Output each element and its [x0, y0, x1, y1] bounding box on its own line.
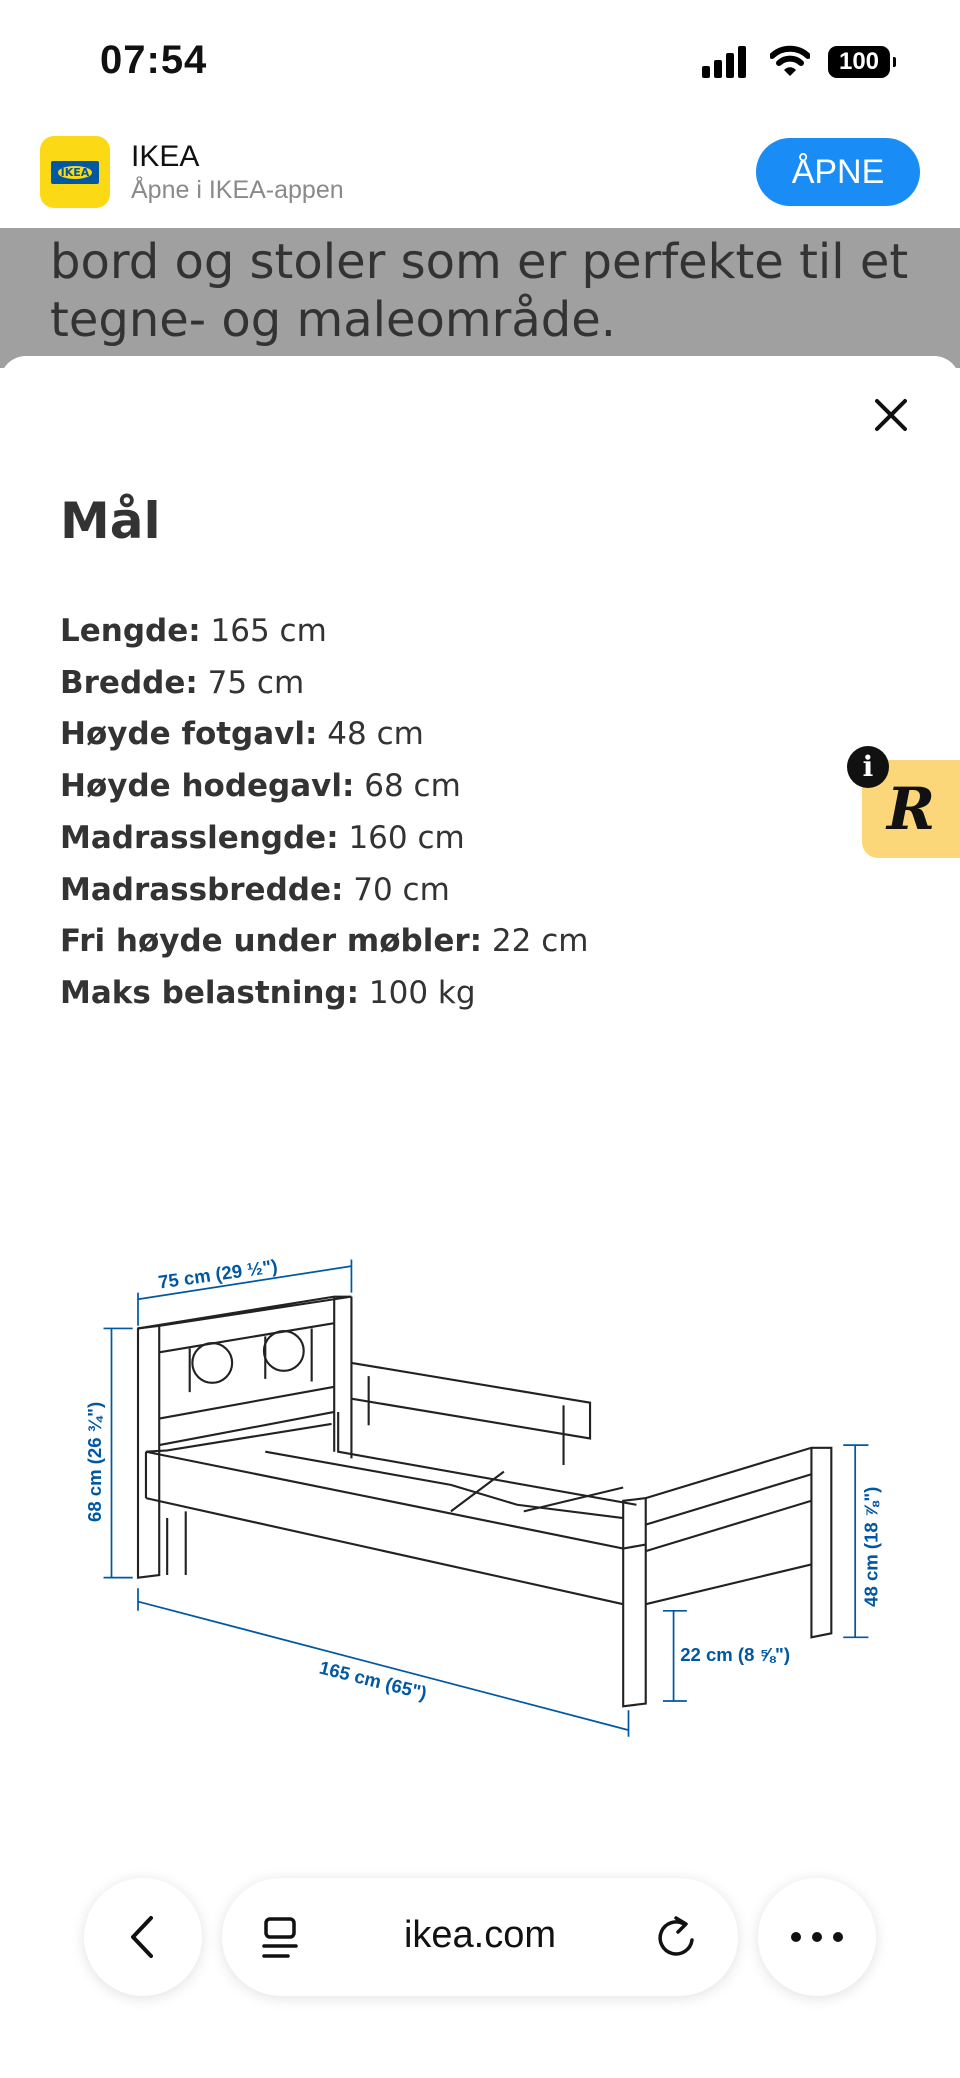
- chevron-left-icon: [123, 1912, 163, 1962]
- url-text: ikea.com: [403, 1914, 557, 1956]
- signal-icon: [702, 46, 746, 78]
- bed-dimension-diagram: [66, 1233, 902, 1750]
- more-icon: [790, 1931, 844, 1943]
- head-height-label: 68 cm (26 ¾"): [83, 1401, 105, 1522]
- status-bar: [0, 0, 960, 128]
- address-bar[interactable]: [222, 1878, 738, 1996]
- width-label: 75 cm (29 ½"): [156, 1255, 279, 1293]
- sheet-title: Mål: [60, 492, 161, 550]
- wifi-icon: [770, 44, 810, 78]
- app-banner: [0, 128, 960, 228]
- reload-icon[interactable]: [654, 1914, 698, 1960]
- ikea-logo: IKEA: [51, 161, 100, 184]
- spec-row: Madrasslengde: 160 cm: [60, 819, 465, 856]
- spec-row: Fri høyde under møbler: 22 cm: [60, 923, 589, 960]
- spec-row: Madrassbredde: 70 cm: [60, 871, 450, 908]
- info-icon[interactable]: i: [847, 746, 889, 788]
- close-icon[interactable]: [868, 392, 914, 438]
- background-text: bord og stoler som er perfekte til et: [50, 234, 909, 290]
- browser-toolbar: [0, 1878, 960, 1998]
- app-subtitle: Åpne i IKEA-appen: [131, 176, 344, 204]
- foot-height-label: 48 cm (18 ⅞"): [860, 1486, 882, 1607]
- length-label: 165 cm (65"): [317, 1656, 429, 1704]
- clearance-label: 22 cm (8 ⅝"): [680, 1644, 791, 1666]
- clock: 07:54: [100, 38, 208, 82]
- spec-row: Lengde: 165 cm: [60, 613, 327, 649]
- dimmed-page-background: [0, 228, 960, 368]
- spec-row: Høyde hodegavl: 68 cm: [60, 768, 461, 805]
- spec-list: [60, 606, 588, 1020]
- spec-row: Høyde fotgavl: 48 cm: [60, 716, 424, 753]
- back-button[interactable]: [84, 1878, 202, 1996]
- app-name: IKEA: [131, 140, 200, 173]
- reader-extension-badge[interactable]: R: [862, 760, 960, 858]
- spec-row: Bredde: 75 cm: [60, 664, 305, 701]
- open-app-button[interactable]: ÅPNE: [756, 138, 920, 206]
- more-button[interactable]: [758, 1878, 876, 1996]
- background-text: tegne- og maleområde.: [50, 292, 617, 348]
- spec-row: Maks belastning: 100 kg: [60, 974, 476, 1011]
- ikea-app-icon[interactable]: [40, 136, 110, 208]
- battery-icon: 100: [828, 46, 890, 78]
